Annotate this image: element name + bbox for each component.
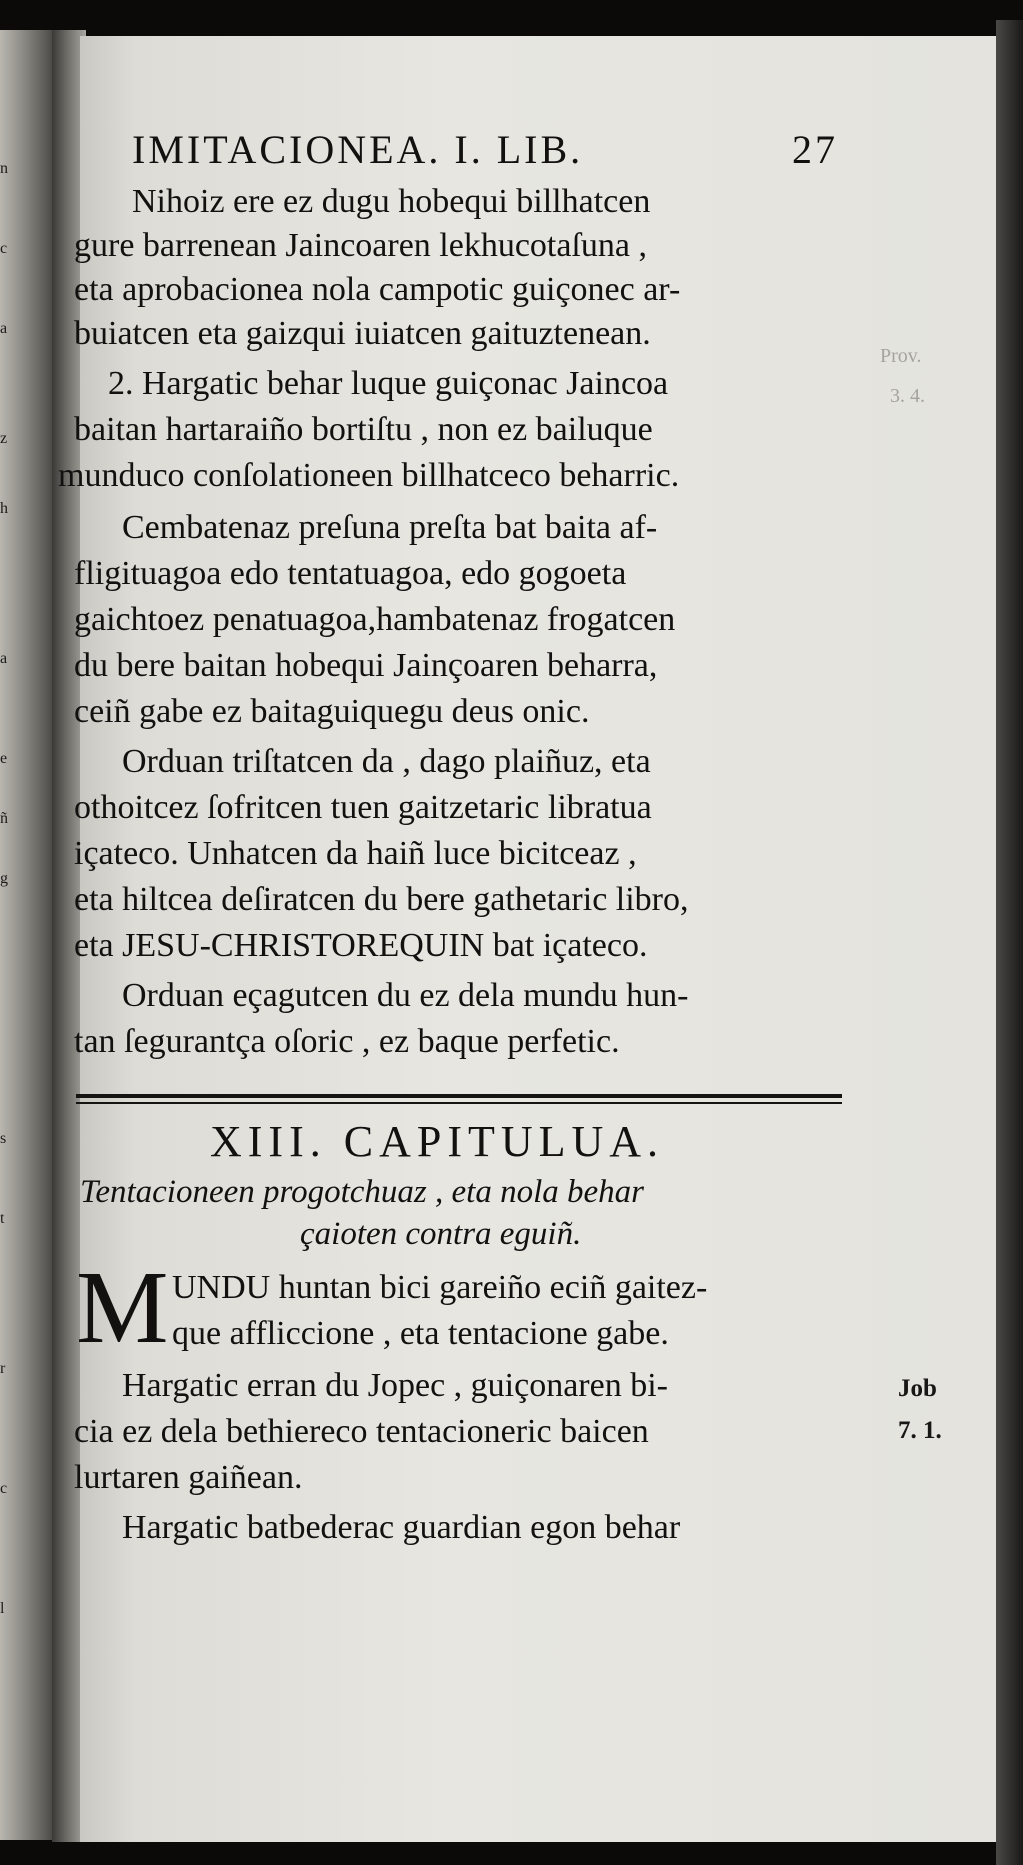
- page-number: 27: [792, 127, 838, 172]
- margin-fragment: g: [0, 870, 8, 887]
- text-line: baitan hartaraiño bortiſtu , non ez bailuque: [74, 411, 653, 448]
- text-line: tan ſegurantça oſoric , ez baque perfetic.: [74, 1023, 620, 1060]
- facing-page-edge: [0, 30, 58, 1840]
- section-divider: [76, 1094, 842, 1098]
- margin-fragment: a: [0, 650, 8, 667]
- text-line: içateco. Unhatcen da haiñ luce bicitceaz ,: [74, 835, 637, 872]
- margin-fragment: c: [0, 1480, 8, 1497]
- text-line: du bere baitan hobequi Jainçoaren beharra,: [74, 647, 658, 684]
- text-line: munduco conſolationeen billhatceco beharric.: [58, 457, 680, 494]
- margin-fragment: z: [0, 430, 8, 447]
- margin-fragment: h: [0, 500, 8, 517]
- drop-cap: M: [76, 1250, 169, 1365]
- margin-fragment: l: [0, 1600, 5, 1617]
- chapter-subtitle: çaioten contra eguiñ.: [300, 1216, 582, 1252]
- text-line: othoitcez ſofritcen tuen gaitzetaric libratua: [74, 789, 652, 826]
- section-divider-thin: [76, 1102, 842, 1104]
- margin-fragment: e: [0, 750, 8, 767]
- text-line: 2. Hargatic behar luque guiçonac Jaincoa: [108, 365, 669, 402]
- margin-fragment: s: [0, 1130, 7, 1147]
- margin-fragment: a: [0, 320, 8, 337]
- chapter-subtitle: Tentacioneen progotchuaz , eta nola behar: [80, 1174, 644, 1210]
- text-line: gaichtoez penatuagoa,hambatenaz frogatcen: [74, 601, 676, 638]
- text-line: eta hiltcea deſiratcen du bere gathetaric libro,: [74, 881, 689, 918]
- margin-fragment: n: [0, 160, 8, 177]
- page-edge-shadow: [996, 20, 1023, 1865]
- text-line: gure barrenean Jaincoaren lekhucotaſuna ,: [74, 227, 647, 264]
- text-line: Orduan eçagutcen du ez dela mundu hun-: [122, 977, 689, 1014]
- margin-fragment: r: [0, 1360, 6, 1377]
- text-line: UNDU huntan bici gareiño eciñ gaitez-: [172, 1269, 708, 1306]
- text-line: que affliccione , eta tentacione gabe.: [172, 1315, 669, 1352]
- marginal-note: 7. 1.: [898, 1417, 942, 1444]
- margin-fragment: c: [0, 240, 8, 257]
- text-line: lurtaren gaiñean.: [74, 1459, 303, 1496]
- text-line: Nihoiz ere ez dugu hobequi billhatcen: [132, 183, 651, 220]
- text-line: Hargatic batbederac guardian egon behar: [122, 1509, 681, 1546]
- text-line: eta JESU-CHRISTOREQUIN bat içateco.: [74, 927, 648, 964]
- margin-fragment: ñ: [0, 810, 8, 827]
- text-line: cia ez dela bethiereco tentacioneric baicen: [74, 1413, 649, 1450]
- margin-fragment: t: [0, 1210, 5, 1227]
- text-line: Hargatic erran du Jopec , guiçonaren bi-: [122, 1367, 668, 1404]
- text-line: ceiñ gabe ez baitaguiquegu deus onic.: [74, 693, 590, 730]
- marginal-note: Job: [898, 1375, 937, 1402]
- bleed-through: 3. 4.: [890, 385, 925, 407]
- text-line: buiatcen eta gaizqui iuiatcen gaituztenean.: [74, 315, 651, 352]
- running-head: IMITACIONEA. I. LIB.: [132, 127, 584, 172]
- text-line: fligituagoa edo tentatuagoa, edo gogoeta: [74, 555, 627, 592]
- book-page: [58, 36, 1000, 1842]
- chapter-title: XIII. CAPITULUA.: [210, 1117, 665, 1166]
- text-line: Orduan triſtatcen da , dago plaiñuz, eta: [122, 743, 651, 780]
- text-line: Cembatenaz preſuna preſta bat baita af-: [122, 509, 658, 546]
- bleed-through: Prov.: [880, 345, 922, 367]
- text-line: eta aprobacionea nola campotic guiçonec ar-: [74, 271, 681, 308]
